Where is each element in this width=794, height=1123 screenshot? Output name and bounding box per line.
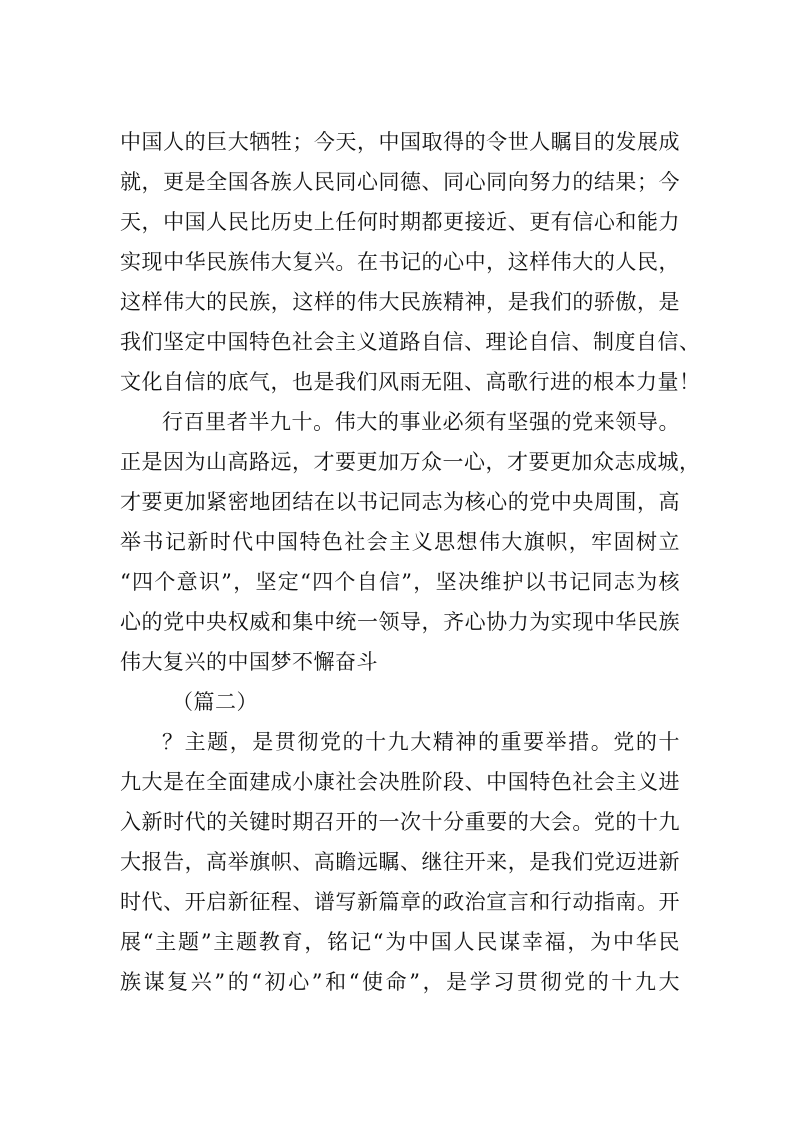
text-line: 这样伟大的民族，这样的伟大民族精神，是我们的骄傲，是 xyxy=(120,290,680,314)
text-line: 入新时代的关键时期召开的一次十分重要的大会。党的十九 xyxy=(120,810,680,834)
text-line: 正是因为山高路远，才要更加万众一心，才要更加众志成城， xyxy=(120,450,701,474)
text-line: 族谋复兴”的“初心”和“使命”，是学习贯彻党的十九大 xyxy=(120,970,680,994)
section-heading: （篇二） xyxy=(172,690,258,714)
text-line: 文化自信的底气，也是我们风雨无阻、高歌行进的根本力量！ xyxy=(120,370,701,394)
text-line: “四个意识”，坚定“四个自信”，坚决维护以书记同志为核 xyxy=(120,570,680,594)
document-body xyxy=(120,122,701,1002)
text-line: 实现中华民族伟大复兴。在书记的心中，这样伟大的人民， xyxy=(120,250,680,274)
text-line: 伟大复兴的中国梦不懈奋斗 xyxy=(120,650,378,674)
text-line: 举书记新时代中国特色社会主义思想伟大旗帜，牢固树立 xyxy=(120,530,680,554)
text-line: 心的党中央权威和集中统一领导，齐心协力为实现中华民族 xyxy=(120,610,680,634)
text-line: 才要更加紧密地团结在以书记同志为核心的党中央周围，高 xyxy=(120,490,680,514)
text-line: 就，更是全国各族人民同心同德、同心同向努力的结果；今 xyxy=(120,170,680,194)
text-line: 九大是在全面建成小康社会决胜阶段、中国特色社会主义进 xyxy=(120,770,680,794)
text-line: 时代、开启新征程、谱写新篇章的政治宣言和行动指南。开 xyxy=(120,890,680,914)
text-line: 展“主题”主题教育，铭记“为中国人民谋幸福，为中华民 xyxy=(120,930,680,954)
text-line: 中国人的巨大牺牲；今天，中国取得的令世人瞩目的发展成 xyxy=(120,130,680,154)
text-line: 我们坚定中国特色社会主义道路自信、理论自信、制度自信、 xyxy=(120,330,701,354)
text-line: 大报告，高举旗帜、高瞻远瞩、继往开来，是我们党迈进新 xyxy=(120,850,680,874)
text-line: 天，中国人民比历史上任何时期都更接近、更有信心和能力 xyxy=(120,210,680,234)
paragraph-start-line: ？主题，是贯彻党的十九大精神的重要举措。党的十 xyxy=(162,730,680,754)
paragraph-start-line: 行百里者半九十。伟大的事业必须有坚强的党来领导。 xyxy=(162,410,680,434)
